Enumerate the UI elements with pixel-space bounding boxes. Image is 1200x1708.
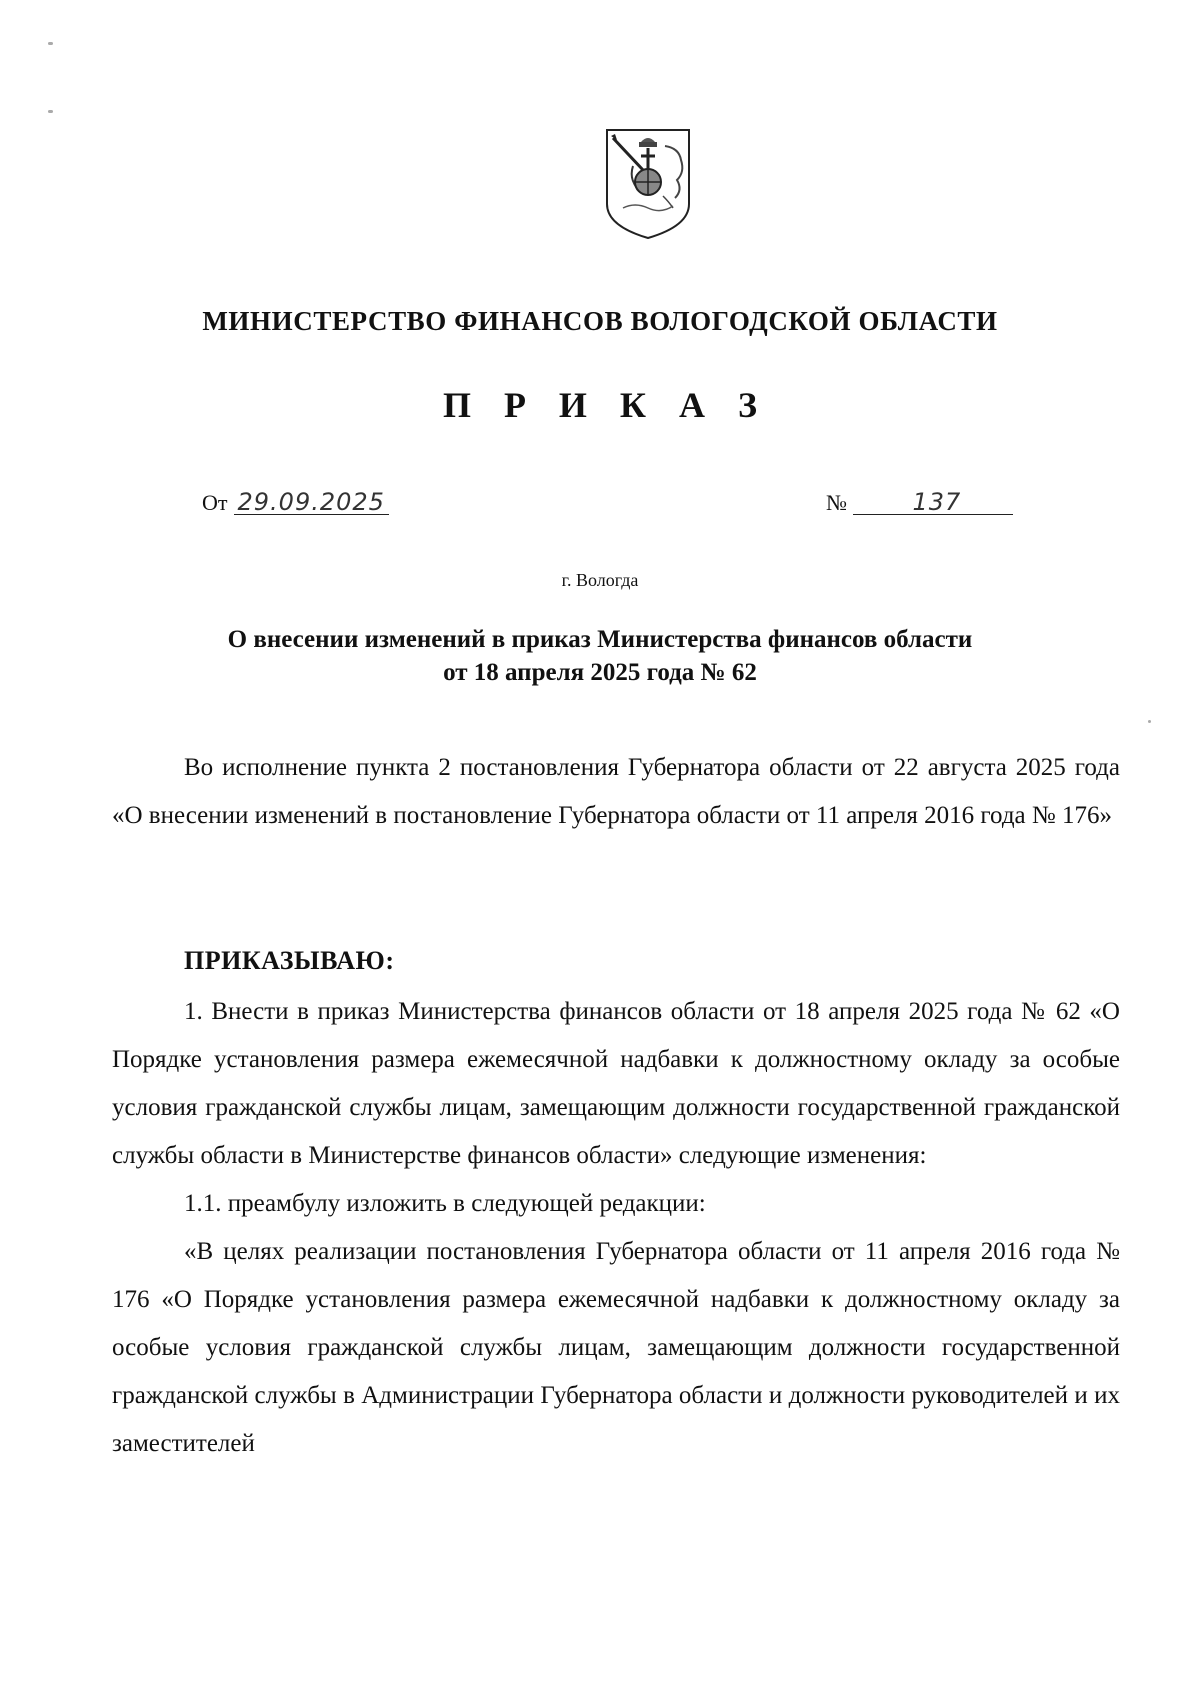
preamble-paragraph: Во исполнение пункта 2 постановления Губернатора области от 22 августа 2025 года «О внесении изменений в постановление Губернатора области от 11 апреля 2016 года № 176» [112, 754, 1120, 829]
date-prefix: От [202, 490, 228, 515]
city: г. Вологда [561, 570, 639, 590]
title-line-2: от 18 апреля 2025 года № 62 [443, 659, 757, 686]
order-number [826, 490, 1013, 516]
date-value: 29.09.2025 [234, 490, 389, 515]
scan-artifact [48, 42, 53, 45]
quoted-preamble: «В целях реализации постановления Губернатора области от 11 апреля 2016 года № 176 «О Порядке установления размера ежемесячной надбавки к должностному окладу за особые условия гражданской службы лицам, замещающим должности государственной гражданской службы в Администрации Губернатора области и должности руководителей и их заместителей [112, 1238, 1120, 1457]
title-line-1: О внесении изменений в приказ Министерства финансов области [227, 626, 973, 653]
scan-artifact [48, 110, 53, 113]
clause-1: 1. Внести в приказ Министерства финансов области от 18 апреля 2025 года № 62 «О Порядке установления размера ежемесячной надбавки к должностному окладу за особые условия гражданской службы лицам, замещающим должности государственной гражданской службы области в Министерстве финансов области» следующие изменения: [112, 998, 1120, 1169]
document-title [150, 623, 1050, 689]
clauses-section [112, 988, 1120, 1468]
document-type: П Р И К А З [442, 385, 770, 425]
preamble-section [112, 744, 1120, 840]
vologda-coat-of-arms-icon [603, 126, 693, 242]
ministry-name: МИНИСТЕРСТВО ФИНАНСОВ ВОЛОГОДСКОЙ ОБЛАСТИ [202, 306, 998, 336]
command-heading: ПРИКАЗЫВАЮ: [184, 946, 395, 975]
number-value: 137 [853, 490, 1013, 515]
order-date [202, 490, 389, 516]
clause-1-1: 1.1. преамбулу изложить в следующей редакции: [184, 1190, 706, 1217]
number-prefix: № [826, 490, 847, 515]
scan-artifact [1148, 720, 1151, 723]
